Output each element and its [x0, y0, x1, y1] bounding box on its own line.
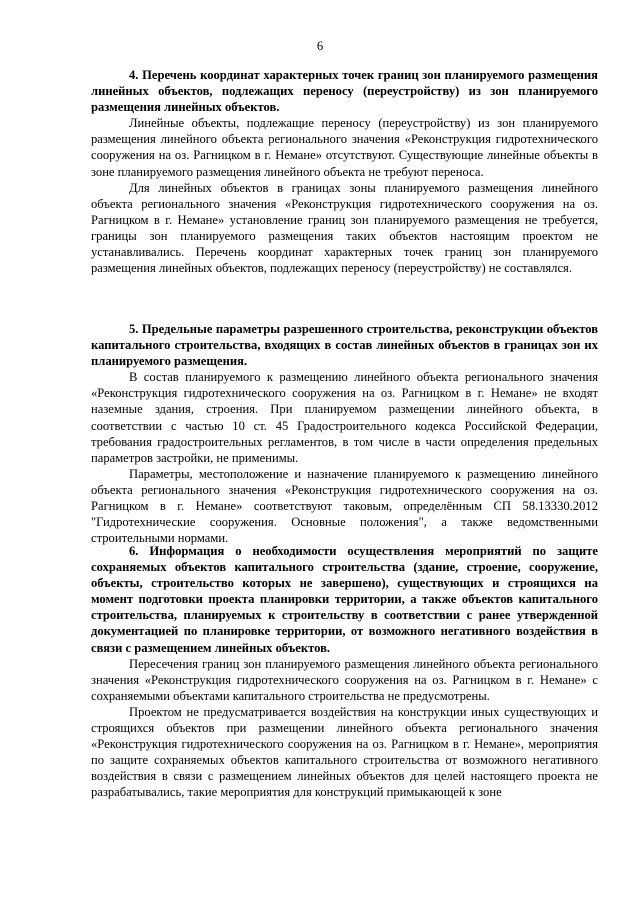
paragraph: Для линейных объектов в границах зоны планируемого размещения линейного объекта регионального значения «Реконструкция гидротехнического сооружения на оз. Рагницком в г. Немане» установление границ зон планируемого размещения не требуется, границы зон планируемого размещения таких объектов настоящим проектом не устанавливались. Перечень координат характерных точек границ зон планируемого размещения линейных объектов, подлежащих переносу (переустройству) не составлялся.: [91, 180, 598, 276]
paragraph: В состав планируемого к размещению линейного объекта регионального значения «Реконструкция гидротехнического сооружения на оз. Рагницком в г. Немане» не входят наземные здания, строения. При планируемом размещении линейного объекта, в соответствии с частью 10 ст. 45 Градостроительного кодекса Российской Федерации, требования градостроительных регламентов, в том числе в части определения предельных параметров застройки, не применимы.: [91, 370, 598, 465]
paragraph: Проектом не предусматривается воздействия на конструкции иных существующих и строящихся объектов при размещении линейного объекта регионального значения «Реконструкция гидротехнического сооружения на оз. Рагницком в г. Немане», мероприятия по защите сохраняемых объектов капитального строительства от возможного негативного воздействия в связи с размещением линейных объектов для целей настоящего проекта не разрабатывались, такие мероприятия для конструкций примыкающей к зоне: [91, 704, 598, 800]
paragraph: Параметры, местоположение и назначение планируемого к размещению линейного объекта регионального значения «Реконструкция гидротехнического сооружения на оз. Рагницком в г. Немане» соответствуют таковым, определённым СП 58.13330.2012 "Гидротехнические сооружения. Основные положения", а также ведомственными строительными нормами.: [91, 466, 598, 546]
paragraph: Пересечения границ зон планируемого размещения линейного объекта регионального значения «Реконструкция гидротехнического сооружения на оз. Рагницком в г. Немане» с сохраняемыми объектами капитального строительства не предусмотрены.: [91, 656, 598, 703]
section-heading: 6. Информация о необходимости осуществления мероприятий по защите сохраняемых объектов капитального строительства (здание, строение, сооружение, объекты, строительство которых не завершено), существующих и строящихся на момент подготовки проекта планировки территории, а также объектов капитального строительства, планируемых к строительству в соответствии с ранее утвержденной документацией по планировке территории, от возможного негативного воздействия в связи с размещением линейных объектов.: [91, 544, 598, 655]
section-heading: 4. Перечень координат характерных точек границ зон планируемого размещения линейных объектов, подлежащих переносу (переустройству) из зон планируемого размещения линейных объектов.: [91, 68, 598, 115]
section-5: [91, 321, 598, 546]
paragraph: Линейные объекты, подлежащие переносу (переустройству) из зон планируемого размещения линейного объекта регионального значения «Реконструкция гидротехнического сооружения на оз. Рагницком в г. Немане» отсутствуют. Существующие линейные объекты в зоне планируемого размещения линейного объекта не требуют переноса.: [91, 116, 598, 179]
section-heading: 5. Предельные параметры разрешенного строительства, реконструкции объектов капитального строительства, входящих в состав линейных объектов в границах зон их планируемого размещения.: [91, 322, 598, 369]
page-number: 6: [316, 39, 324, 53]
section-6: [91, 543, 598, 801]
section-4: [91, 67, 598, 276]
